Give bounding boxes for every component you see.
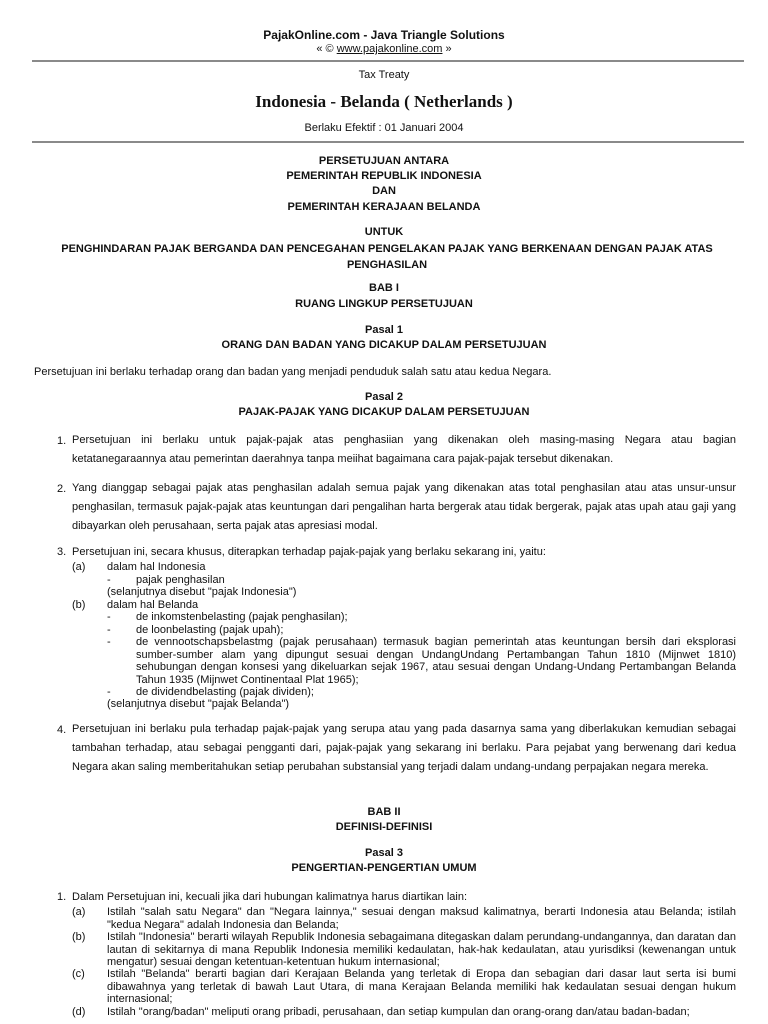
pasal2-paragraph-2: Yang dianggap sebagai pajak atas penghasilan adalah semua pajak yang dikenakan atas total penghasilan atau atas unsur-unsur penghasilan, termasuk pajak-pajak atas keuntungan dari pengalihan harta bergerak atau tidak bergerak, pajak atas upah atau gaji yang dibayarkan oleh perusahaan, serta pajak atas apresiasi modal. [72,482,736,532]
pasal1-subtitle: ORANG DAN BADAN YANG DICAKUP DALAM PERSETUJUAN [221,339,547,351]
intro-purpose: PENGHINDARAN PAJAK BERGANDA DAN PENCEGAHAN PENGELAKAN PAJAK YANG BERKENAAN DENGAN PAJAK ATAS PENGHASILAN [61,243,713,271]
intro-line-3: DAN [372,185,396,197]
sub-item: de vennootschapsbelastmg (pajak perusahaan) termasuk bagian pemerintah atas keuntungan bersih dari eksplorasi sumber-sumber alam yang dipungut sesuai dengan UndangUndang Pertambangan Tahun 1810 (Mijnwet 1810) sehubungan dengan konsesi yang dikeluarkan sejak 1967, atau sesuai dengan Undang-Undang Pertambangan Belanda Tahun 1935 (Mijnwet Continentaal Plat 1965); [136,636,736,686]
definition-text: Istilah "salah satu Negara" dan "Negara lainnya," sesuai dengan maksud kalimatnya, berarti Indonesia atau Belanda; istilah "kedua Negara" adalah Indonesia dan Belanda; [107,906,736,931]
pasal2-subtitle: PAJAK-PAJAK YANG DICAKUP DALAM PERSETUJUAN [238,406,530,418]
item-label: (c) [72,968,85,980]
pasal2-title: Pasal 2 [365,391,403,403]
bab2-subtitle: DEFINISI-DEFINISI [335,821,433,833]
intro-untuk: UNTUK [364,226,404,238]
definition-text: Istilah "orang/badan" meliputi orang pribadi, perusahaan, dan setiap kumpulan dan orang-orang dan/atau badan-badan; [107,1006,690,1018]
item-label: (a) [72,561,86,573]
item-label: (b) [72,599,86,611]
dash-bullet: - [107,574,111,586]
dash-bullet: - [107,624,111,636]
sub-item: pajak penghasilan [136,574,225,586]
dash-bullet: - [107,611,111,623]
item-note: (selanjutnya disebut "pajak Belanda") [107,698,290,710]
pasal2-paragraph-4: Persetujuan ini berlaku pula terhadap pajak-pajak yang serupa atau yang pada dasarnya sama yang diberlakukan kemudian sebagai tambahan terhadap, atau sebagai pengganti dari, pajak-pajak yang sekarang ini berlaku. Para pejabat yang berwenang dari kedua Negara akan saling memberitahukan setiap perubahan substansial yang terjadi dalam undang-undang perpajakan negara mereka. [72,723,736,773]
definition-text: Istilah "Belanda" berarti bagian dari Kerajaan Belanda yang terletak di Eropa dan sebagian dari dasar laut serta isi bumi dibawahnya yang terletak di bawah Laut Utara, di mana Kerajaan Belanda memiliki hak kedaulatan sesuai dengan hukum internasional; [107,968,736,1005]
definition-text: Istilah "Indonesia" berarti wilayah Republik Indonesia sebagaimana ditegaskan dalam perundang-undangannya, dan daratan dan lautan di sekitarnya di mana Republik Indonesia memiliki kedaulatan, hak-hak kedaulatan, atau yurisdiksi (kewenangan untuk mengatur) sesuai dengan ketentuan-ketentuan hukum internasional; [107,931,736,968]
site-title: PajakOnline.com - Java Triangle Solutions [263,28,505,42]
pasal1-text: Persetujuan ini berlaku terhadap orang dan badan yang menjadi penduduk salah satu atau kedua Negara. [34,366,552,378]
bab1-title: BAB I [369,282,399,294]
effective-date: Berlaku Efektif : 01 Januari 2004 [304,122,464,134]
item-text: dalam hal Indonesia [107,561,206,573]
bab2-title: BAB II [367,806,401,818]
header-rule-top [32,60,744,62]
item-note: (selanjutnya disebut "pajak Indonesia") [107,586,297,598]
dash-bullet: - [107,686,111,698]
doc-title: Indonesia - Belanda ( Netherlands ) [255,92,513,111]
header-rule-bottom [32,141,744,143]
item-label: (d) [72,1006,86,1018]
list-number: 3. [57,546,67,558]
pasal1-title: Pasal 1 [365,324,403,336]
list-number: 4. [57,724,67,736]
list-number: 1. [57,891,67,903]
pasal3-subtitle: PENGERTIAN-PENGERTIAN UMUM [291,862,477,874]
intro-line-2: PEMERINTAH REPUBLIK INDONESIA [286,170,482,182]
site-link-suffix: » [442,43,452,55]
item-label: (b) [72,931,86,943]
pasal2-paragraph-1: Persetujuan ini berlaku untuk pajak-pajak atas penghasiian yang dikenakan oleh masing-masing Negara atau bagian ketatanegaraannya atau pemerintan daerahnya tanpa meiihat bagaimana cara pajak-pajak tersebut dikenakan. [72,434,736,465]
doc-type: Tax Treaty [358,69,410,81]
pasal3-title: Pasal 3 [365,847,403,859]
item-text: dalam hal Belanda [107,599,199,611]
sub-item: de loonbelasting (pajak upah); [136,624,284,636]
bab1-subtitle: RUANG LINGKUP PERSETUJUAN [295,298,473,310]
intro-line-4: PEMERINTAH KERAJAAN BELANDA [287,201,481,213]
sub-item: de dividendbelasting (pajak dividen); [136,686,314,698]
item-label: (a) [72,906,86,918]
site-link-line [0,43,768,55]
sub-item: de inkomstenbelasting (pajak penghasilan); [136,611,348,623]
intro-line-1: PERSETUJUAN ANTARA [318,155,450,167]
dash-bullet: - [107,636,111,648]
pasal2-paragraph-3: Persetujuan ini, secara khusus, diterapkan terhadap pajak-pajak yang berlaku sekarang ini, yaitu: [72,546,546,558]
list-number: 2. [57,483,67,495]
list-number: 1. [57,435,67,447]
site-link-prefix: « © [316,43,337,55]
site-link[interactable]: www.pajakonline.com [336,43,443,55]
pasal3-paragraph-1: Dalam Persetujuan ini, kecuali jika dari hubungan kalimatnya harus diartikan lain: [72,891,467,903]
